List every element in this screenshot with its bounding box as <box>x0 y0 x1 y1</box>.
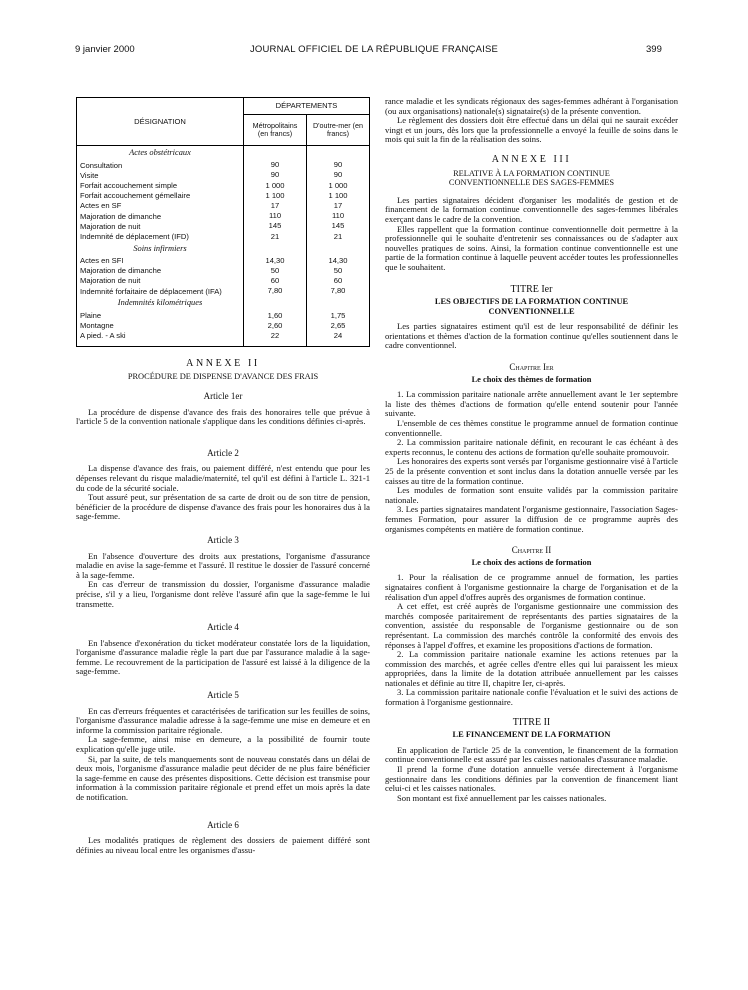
table-value-outre-mer: 1 100 <box>307 191 370 201</box>
table-value-metropolitain: 14,30 <box>244 256 307 266</box>
continuation-paragraph-2: Le règlement des dossiers doit être effectué dans un délai qui ne saurait excéder vingt et un jours, dès lors que la professionnelle a envoyé la feuille de soins dans le mois qui suit la fin de la réalisation des soins. <box>385 115 678 145</box>
chapitre-1-paragraph-6: 3. Les parties signataires mandatent l'organisme gestionnaire, l'association Sages-femmes Formation, pour assurer la diffusion de ce programme auprès des organismes compétents en matière de formation continue. <box>385 504 678 534</box>
table-bottom-padding <box>77 341 370 347</box>
article-6-heading: Article 6 <box>207 819 239 830</box>
article-4-paragraph: En l'absence d'exonération du ticket modérateur constatée lors de la liquidation, l'organisme d'assurance maladie règle la part due par l'assurance maladie à la sage-femme. Le recouvrement de la participation de l'assuré est laissé à la diligence de la sage-femme. <box>76 637 370 677</box>
table-row-label: Forfait accouchement simple <box>80 180 178 190</box>
titre-2-paragraph-2: Il prend la forme d'une dotation annuelle versée directement à l'organisme gestionnaire dans les conditions définies par la convention de financement liant celui-ci et les caisses nationales. <box>385 764 678 794</box>
table-value-metropolitain: 17 <box>244 201 307 211</box>
article-1-paragraph: La procédure de dispense d'avance des frais des honoraires telle que prévue à l'article 5 de la convention nationale s'applique dans les conditions définies ci-après. <box>76 406 370 427</box>
table-value-metropolitain: 110 <box>244 211 307 221</box>
table-row-label: Majoration de dimanche <box>80 211 162 221</box>
table-empty-cell <box>307 146 370 161</box>
table-value-outre-mer: 60 <box>307 276 370 286</box>
table-row-label: Majoration de dimanche <box>80 266 162 276</box>
table-value-outre-mer: 50 <box>307 266 370 276</box>
chapitre-2-paragraph-1: 1. Pour la réalisation de ce programme annuel de formation, les parties signataires confient à l'organisme gestionnaire la charge de l'organisation et de la réalisation d'un appel d'offres auprès des organismes de formation continue. <box>385 572 678 602</box>
table-value-metropolitain: 1,60 <box>244 310 307 320</box>
chapitre-1-paragraph-1: 1. La commission paritaire nationale arrête annuellement avant le 1er septembre la liste des thèmes d'actions de formation qu'elle entend soutenir pour l'année suivante. <box>385 389 678 419</box>
table-row-label: Actes en SF <box>80 201 122 211</box>
table-value-metropolitain: 22 <box>244 331 307 341</box>
table-row <box>77 331 370 341</box>
chapitre-2-paragraph-2: A cet effet, est créé auprès de l'organisme gestionnaire une commission des marchés composée paritairement de représentants des parties signataires de la convention, assistée du responsable de l'organisme gestionnaire ou de son représentant. La commission des marchés contrôle la conformité des envois des réponses à l'appel d'offres, et examine les propositions d'actions de formation. <box>385 601 678 650</box>
table-value-outre-mer: 2,65 <box>307 320 370 330</box>
table-row <box>77 170 370 180</box>
table-row-label: Visite <box>80 170 99 180</box>
table-row <box>77 256 370 266</box>
table-value-metropolitain: 21 <box>244 231 307 241</box>
annexe2-title: ANNEXE II <box>186 357 260 369</box>
table-row-label: A pied. - A ski <box>80 331 126 341</box>
table-row-label: Plaine <box>80 310 102 320</box>
table-empty-cell <box>244 341 307 347</box>
table-value-outre-mer: 90 <box>307 160 370 170</box>
chapitre-1-heading <box>385 363 678 373</box>
table-section-title: Indemnités kilométriques <box>117 298 203 308</box>
article-2-heading: Article 2 <box>207 447 239 458</box>
table-row-label: Actes en SFI <box>80 256 124 266</box>
table-section-title: Soins infirmiers <box>133 243 187 253</box>
annexe3-subtitle-2: CONVENTIONNELLE DES SAGES-FEMMES <box>448 178 615 188</box>
table-row <box>77 180 370 190</box>
table-section-title: Actes obstétricaux <box>129 148 191 158</box>
table-row-label: Indemnité de déplacement (IFD) <box>80 231 189 241</box>
table-value-metropolitain: 50 <box>244 266 307 276</box>
designation-header: DÉSIGNATION <box>77 98 244 146</box>
table-row <box>77 160 370 170</box>
tarif-table-body <box>77 146 370 347</box>
titre-2-paragraph-3: Son montant est fixé annuellement par les caisses nationales. <box>397 792 607 803</box>
annexe3-paragraph-2: Elles rappellent que la formation continue conventionnelle doit permettre à la professionnelle qui le souhaite d'entretenir ses connaissances ou de s'adapter aux nouvelles pratiques de soins. Ainsi, la formation continue conventionnelle est une partie de la formation continue à laquelle peuvent accéder toutes les professionnelles que le souhaitent. <box>385 223 678 272</box>
table-empty-cell <box>244 146 307 161</box>
table-empty-cell <box>307 341 370 347</box>
table-row <box>77 231 370 241</box>
table-value-metropolitain: 60 <box>244 276 307 286</box>
chapitre-1-heading-text: Chapitre Ier <box>509 362 554 373</box>
table-row-label: Forfait accouchement gémellaire <box>80 191 191 201</box>
table-value-outre-mer: 110 <box>307 211 370 221</box>
titre-2-subtitle: LE FINANCEMENT DE LA FORMATION <box>452 730 611 740</box>
table-row-label: Montagne <box>80 321 114 331</box>
table-empty-cell <box>307 242 370 256</box>
chapitre-2-heading-text: Chapitre II <box>511 545 552 556</box>
table-value-outre-mer: 14,30 <box>307 256 370 266</box>
chapitre-1-subtitle: Le choix des thèmes de formation <box>471 374 592 384</box>
left-column <box>76 97 370 855</box>
table-row <box>77 221 370 231</box>
article-3-paragraph-2: En cas d'erreur de transmission du dossier, l'organisme d'assurance maladie précise, s'il y a lieu, l'organisme dont relève l'assuré afin que la sage-femme le lui transmette. <box>76 579 370 609</box>
table-value-metropolitain: 90 <box>244 160 307 170</box>
annexe2-subtitle: PROCÉDURE DE DISPENSE D'AVANCE DES FRAIS <box>127 372 319 382</box>
annexe3-subtitle-1: RELATIVE À LA FORMATION CONTINUE <box>453 168 610 178</box>
table-row-label: Indemnité forfaitaire de déplacement (IFA) <box>80 286 222 296</box>
chapitre-1-paragraph-2: L'ensemble de ces thèmes constitue le programme annuel de formation continue conventionnelle. <box>385 418 678 438</box>
page-header <box>0 44 748 58</box>
table-row-label: Consultation <box>80 160 123 170</box>
chapitre-2-subtitle: Le choix des actions de formation <box>471 557 592 567</box>
article-3-heading: Article 3 <box>207 534 239 545</box>
table-empty-cell <box>244 242 307 256</box>
table-value-metropolitain: 145 <box>244 221 307 231</box>
right-column <box>385 97 678 803</box>
article-5-paragraph-2: La sage-femme, ainsi mise en demeure, a la possibilité de fournir toute explication qu'elle juge utile. <box>76 734 370 755</box>
table-row <box>77 266 370 276</box>
table-value-metropolitain: 2,60 <box>244 320 307 330</box>
table-value-metropolitain: 1 100 <box>244 191 307 201</box>
header-journal-title: JOURNAL OFFICIEL DE LA RÉPUBLIQUE FRANÇAISE <box>249 44 499 55</box>
article-6-paragraph: Les modalités pratiques de règlement des dossiers de paiement différé sont définies au niveau local entre les organismes d'assu- <box>76 835 370 855</box>
table-row <box>77 286 370 296</box>
article-4-heading: Article 4 <box>207 622 239 633</box>
table-row <box>77 276 370 286</box>
table-value-outre-mer: 7,80 <box>307 286 370 296</box>
table-value-metropolitain: 1 000 <box>244 180 307 190</box>
titre-2-paragraph-1: En application de l'article 25 de la convention, le financement de la formation continue conventionnelle est assuré par les caisses nationales d'assurance maladie. <box>385 744 678 765</box>
table-empty-cell <box>244 296 307 310</box>
table-empty-cell <box>307 296 370 310</box>
annexe3-paragraph-1: Les parties signataires décident d'organiser les modalités de gestion et de financement de la formation continue conventionnelle des sages-femmes libérales exerçant dans le cadre de la convention. <box>385 194 678 224</box>
metropolitains-header: Métropolitains (en francs) <box>244 115 307 146</box>
article-5-heading: Article 5 <box>207 690 239 701</box>
departements-header: DÉPARTEMENTS <box>244 98 370 115</box>
table-row-label: Majoration de nuit <box>80 276 141 286</box>
table-section-row <box>77 242 370 256</box>
chapitre-2-heading <box>385 546 678 556</box>
article-5-paragraph-3: Si, par la suite, de tels manquements sont de nouveau constatés dans un délai de deux mois, l'organisme d'assurance maladie peut décider de ne plus faire bénéficier la sage-femme en cause des présentes dispositions. Cette décision est transmise pour information à la commission paritaire régionale et prend effet un mois après la date de notification. <box>76 753 370 802</box>
table-row <box>77 320 370 330</box>
table-value-outre-mer: 145 <box>307 221 370 231</box>
table-value-outre-mer: 17 <box>307 201 370 211</box>
annexe3-title: ANNEXE III <box>491 153 572 165</box>
chapitre-1-paragraph-3: 2. La commission paritaire nationale définit, en recourant le cas échéant à des experts reconnus, le contenu des actions de formation qu'elle souhaite promouvoir. <box>385 437 678 457</box>
table-section-row <box>77 296 370 310</box>
chapitre-1-paragraph-4: Les honoraires des experts sont versés par l'organisme gestionnaire visé à l'article 25 de la présente convention et sont inclus dans la dotation annuelle versée par les caisses au titre de la formation continue. <box>385 456 678 486</box>
outre-mer-header: D'outre-mer (en francs) <box>307 115 370 146</box>
table-row <box>77 211 370 221</box>
article-3-paragraph-1: En l'absence d'ouverture des droits aux prestations, l'organisme d'assurance maladie en avise la sage-femme et l'assuré. Il restitue le dossier de l'assuré concerné à la sage-femme. <box>76 550 370 580</box>
table-value-metropolitain: 7,80 <box>244 286 307 296</box>
header-page-number: 399 <box>646 44 662 55</box>
titre-2-heading: TITRE II <box>512 716 551 728</box>
table-value-outre-mer: 1,75 <box>307 310 370 320</box>
table-row <box>77 310 370 320</box>
table-row <box>77 191 370 201</box>
titre-1-subtitle: LES OBJECTIFS DE LA FORMATION CONTINUE CONVENTIONNELLE <box>434 297 629 316</box>
table-value-outre-mer: 1 000 <box>307 180 370 190</box>
header-date: 9 janvier 2000 <box>75 44 135 55</box>
chapitre-2-paragraph-3: 2. La commission paritaire nationale examine les actions retenues par la commission des marchés, et agrée celles d'entre elles qui lui paraissent les mieux appropriées, dans la limite de la dotation attribuée annuellement par les caisses nationales et définie au titre II, chapitre Ier, ci-après. <box>385 649 678 688</box>
table-value-outre-mer: 24 <box>307 331 370 341</box>
article-5-paragraph-1: En cas d'erreurs fréquentes et caractérisées de tarification sur les feuilles de soins, l'organisme d'assurance maladie adresse à la sage-femme une mise en demeure et en informe la commission paritaire régionale. <box>76 705 370 735</box>
table-row <box>77 201 370 211</box>
tarif-table <box>76 97 370 347</box>
chapitre-1-paragraph-5: Les modules de formation sont ensuite validés par la commission paritaire nationale. <box>385 485 678 505</box>
table-row-label: Majoration de nuit <box>80 221 141 231</box>
article-2-paragraph-1: La dispense d'avance des frais, ou paiement différé, n'est entendu que pour les dépenses relevant du risque maladie/maternité, tel qu'il est défini à l'article L. 321-1 du code de la sécurité sociale. <box>76 463 370 493</box>
titre-1-heading: TITRE Ier <box>510 283 553 295</box>
article-1-heading: Article 1er <box>203 391 243 401</box>
table-value-outre-mer: 90 <box>307 170 370 180</box>
table-section-row <box>77 146 370 161</box>
table-value-metropolitain: 90 <box>244 170 307 180</box>
table-empty-cell <box>77 341 244 347</box>
titre-1-paragraph: Les parties signataires estiment qu'il est de leur responsabilité de définir les orientations et thèmes d'action de la formation continue qu'elles soutiennent dans le cadre conventionnel. <box>385 321 678 351</box>
table-value-outre-mer: 21 <box>307 231 370 241</box>
chapitre-2-paragraph-4: 3. La commission paritaire nationale confie l'évaluation et le suivi des actions de formation à l'organisme gestionnaire. <box>385 687 678 708</box>
continuation-paragraph-1: rance maladie et les syndicats régionaux des sages-femmes adhérant à l'organisation (ou aux organisations) nationale(s) signataire(s) de la présente convention. <box>385 96 678 116</box>
article-2-paragraph-2: Tout assuré peut, sur présentation de sa carte de droit ou de son titre de pension, bénéficier de la procédure de dispense d'avance des frais pour les honoraires dus à la sage-femme. <box>76 492 370 522</box>
